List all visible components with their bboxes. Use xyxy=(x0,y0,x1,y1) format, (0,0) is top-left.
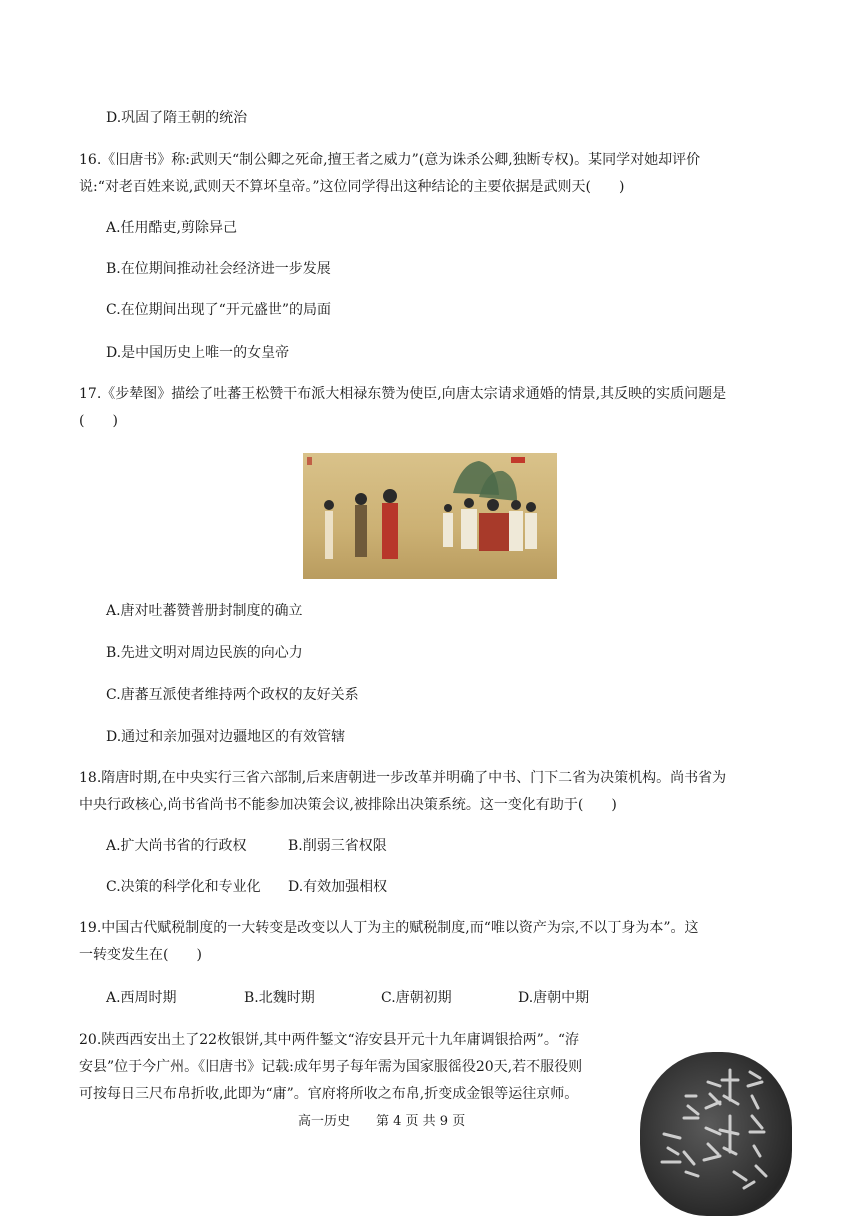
q17-option-a: A.唐对吐蕃赞普册封制度的确立 xyxy=(106,603,303,619)
q18-stem-line1: 18.隋唐时期,在中央实行三省六部制,后来唐朝进一步改革并明确了中书、门下二省为决策机构。尚书省为 xyxy=(79,770,727,786)
q19-stem-line1: 19.中国古代赋税制度的一大转变是改变以人丁为主的赋税制度,而“唯以资产为宗,不以丁身为本”。这 xyxy=(79,920,699,936)
silver-rubbing-image xyxy=(640,1052,792,1216)
q16-stem-line2: 说:“对老百姓来说,武则天不算坏皇帝。”这位同学得出这种结论的主要依据是武则天( ) xyxy=(79,179,625,195)
q18-option-a: A.扩大尚书省的行政权 xyxy=(106,838,247,854)
q19-stem-line2: 一转变发生在( ) xyxy=(79,947,202,963)
q19-option-a: A.西周时期 xyxy=(106,990,177,1006)
q15-option-d: D.巩固了隋王朝的统治 xyxy=(106,110,248,126)
q19-option-c: C.唐朝初期 xyxy=(381,990,452,1006)
q16-stem-line1: 16.《旧唐书》称:武则天“制公卿之死命,擅王者之威力”(意为诛杀公卿,独断专权)。某同学对她却评价 xyxy=(79,152,701,168)
q18-option-d: D.有效加强相权 xyxy=(288,879,388,895)
q17-option-c: C.唐蕃互派使者维持两个政权的友好关系 xyxy=(106,687,359,703)
q18-option-b: B.削弱三省权限 xyxy=(288,838,387,854)
q18-option-c: C.决策的科学化和专业化 xyxy=(106,879,261,895)
q17-option-b: B.先进文明对周边民族的向心力 xyxy=(106,645,303,661)
q16-option-a: A.任用酷吏,剪除异己 xyxy=(106,220,238,236)
q20-stem-line3: 可按每日三尺布帛折收,此即为“庸”。官府将所收之布帛,折变成金银等运往京师。 xyxy=(79,1086,579,1102)
q19-option-b: B.北魏时期 xyxy=(244,990,315,1006)
q16-option-d: D.是中国历史上唯一的女皇帝 xyxy=(106,345,290,361)
q16-option-c: C.在位期间出现了“开元盛世”的局面 xyxy=(106,302,331,318)
silver-cake-inscription-illustration xyxy=(640,1052,792,1216)
q18-stem-line2: 中央行政核心,尚书省尚书不能参加决策会议,被排除出决策系统。这一变化有助于( ) xyxy=(79,797,617,813)
page-footer: 高一历史 第 4 页 共 9 页 xyxy=(298,1114,466,1129)
painting-image xyxy=(303,453,557,579)
q16-option-b: B.在位期间推动社会经济进一步发展 xyxy=(106,261,331,277)
q20-stem-line1: 20.陕西西安出土了22枚银饼,其中两件錾文“洊安县开元十九年庸调银拾两”。“洊 xyxy=(79,1032,579,1048)
bunian-painting-illustration xyxy=(303,453,557,579)
q19-option-d: D.唐朝中期 xyxy=(518,990,590,1006)
q17-stem-line1: 17.《步辇图》描绘了吐蕃王松赞干布派大相禄东赞为使臣,向唐太宗请求通婚的情景,其反映的实质问题是 xyxy=(79,386,727,402)
q20-stem-line2: 安县”位于今广州。《旧唐书》记载:成年男子每年需为国家服徭役20天,若不服役则 xyxy=(79,1059,583,1075)
q17-stem-line2: ( ) xyxy=(79,413,118,429)
q17-option-d: D.通过和亲加强对边疆地区的有效管辖 xyxy=(106,729,346,745)
